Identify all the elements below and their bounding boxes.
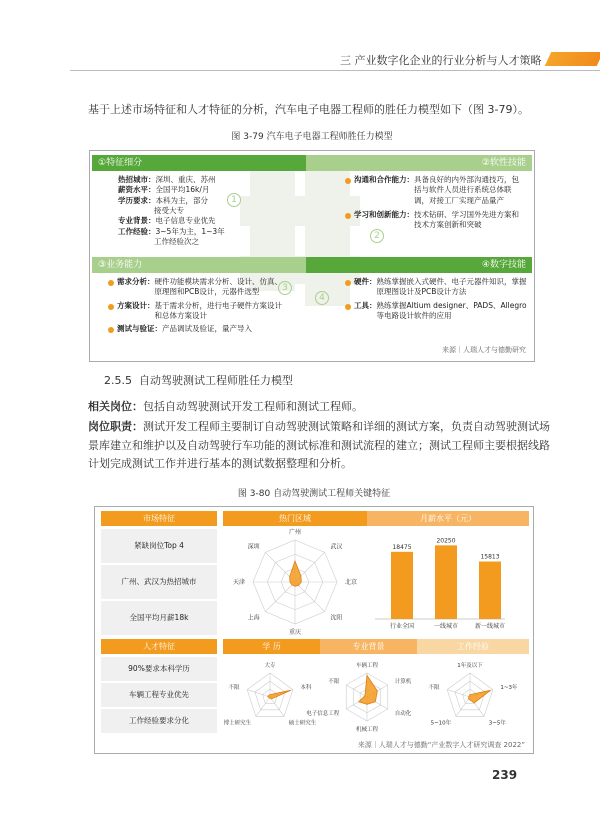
page-number: 239 bbox=[492, 768, 518, 782]
bullet-icon bbox=[108, 280, 114, 286]
intro-paragraph: 基于上述市场特征和人才特征的分析，汽车电子电器工程师的胜任力模型如下（图 3-79）。 bbox=[88, 103, 529, 116]
header-divider bbox=[70, 70, 600, 71]
education-radar-axis-label: 不限 bbox=[228, 684, 240, 691]
salary-category-label: 行业全国 bbox=[389, 623, 415, 630]
major-radar-axis-label: 机械工程 bbox=[355, 726, 379, 733]
salary-value-label: 18475 bbox=[392, 543, 412, 551]
figure-2-caption-wrap bbox=[94, 486, 534, 499]
q3-content bbox=[108, 277, 283, 335]
figure-2-caption: 图 3-80 自动驾驶测试工程师关键特征 bbox=[237, 489, 391, 499]
region-radar-axis-label: 上海 bbox=[247, 614, 260, 622]
salary-bar bbox=[479, 561, 501, 619]
q2-item: 沟通和合作能力： 具备良好的内外部沟通技巧，包括与软件人员进行系统总体联调，对接工厂实现产品量产 bbox=[345, 175, 525, 206]
salary-bar bbox=[391, 552, 413, 619]
education-radar-spoke bbox=[247, 690, 270, 697]
region-radar-axis-label: 广州 bbox=[288, 529, 302, 536]
q3-item: 测试与验证： 产品调试及验证，量产导入 bbox=[108, 324, 283, 334]
experience-radar-axis-label: 1~3年 bbox=[500, 684, 518, 691]
experience-radar-spoke bbox=[456, 697, 470, 716]
region-radar-axis-label: 天津 bbox=[232, 579, 245, 586]
experience-radar-spoke bbox=[447, 690, 470, 697]
major-radar-data-area bbox=[359, 675, 378, 704]
section-title: 自动驾驶测试工程师胜任力模型 bbox=[139, 374, 293, 387]
market-item: 紧缺岗位Top 4 bbox=[101, 529, 217, 563]
section-number: 2.5.5 bbox=[104, 374, 132, 387]
para2-label: 岗位职责： bbox=[88, 420, 143, 433]
q4-item: 硬件： 熟练掌握嵌入式硬件、电子元器件知识，掌握原理图设计及PCB设计方法 bbox=[345, 277, 527, 298]
figure-2-source: 来源｜人瑞人才与德勤“产业数字人才研究调查 2022” bbox=[357, 741, 525, 749]
region-radar-spoke bbox=[295, 582, 325, 612]
tab-talent-features: 人才特征 bbox=[101, 639, 217, 654]
q3-band: ③业务能力 bbox=[92, 257, 306, 273]
chapter-header: 三 产业数字化企业的行业分析与人才策略 bbox=[340, 54, 542, 67]
tab-experience: 工作经验 bbox=[417, 639, 529, 654]
competency-model-figure bbox=[89, 150, 535, 362]
para1-text: 包括自动驾驶测试开发工程师和测试工程师。 bbox=[143, 400, 363, 413]
region-radar-axis-label: 深圳 bbox=[247, 543, 260, 551]
q4-band: ④数字技能 bbox=[306, 257, 532, 273]
para2-text: 测试开发工程师主要制订自动驾驶测试策略和详细的测试方案，负责自动驾驶测试场景库建立和维护以及自动驾驶行车功能的测试标准和测试流程的建立；测试工程师主要根据线路计划完成测试工作并进行基本的测试数据整理和分析。 bbox=[88, 420, 550, 471]
education-radar-axis-label: 本科 bbox=[300, 684, 312, 691]
q1-line: 工作经验次之 bbox=[154, 237, 199, 247]
bullet-icon bbox=[345, 304, 351, 310]
para1-label: 相关岗位： bbox=[88, 400, 143, 413]
q2-band: ②软性技能 bbox=[306, 155, 532, 171]
talent-item: 90%要求本科学历 bbox=[101, 657, 217, 681]
q2-item: 学习和创新能力： 技术钻研、学习国外先进方案和技术方案创新和突破 bbox=[345, 210, 525, 231]
major-radar-axis-label: 电子信息工程 bbox=[306, 710, 340, 717]
tab-monthly-salary: 月薪水平（元） bbox=[367, 511, 529, 526]
q4-item: 工具： 熟练掌握Altium designer、PADS、Allegro等电路设计软件的应用 bbox=[345, 301, 527, 322]
market-item: 广州、武汉为热招城市 bbox=[101, 565, 217, 599]
q1-line: 薪资水平：全国平均16k/月 bbox=[118, 185, 210, 195]
related-positions-paragraph bbox=[88, 398, 558, 417]
bullet-icon bbox=[345, 213, 351, 219]
talent-item: 车辆工程专业优先 bbox=[101, 683, 217, 707]
salary-category-label: 新一线城市 bbox=[474, 623, 506, 630]
experience-radar-axis-label: 3~5年 bbox=[488, 720, 506, 727]
region-radar-axis-label: 武汉 bbox=[330, 543, 343, 551]
talent-item: 工作经验要求分化 bbox=[101, 709, 217, 733]
education-radar-axis-label: 硕士研究生 bbox=[288, 720, 317, 727]
tab-education: 学 历 bbox=[223, 639, 320, 654]
bullet-icon bbox=[345, 178, 351, 184]
experience-radar-data-area bbox=[469, 690, 491, 702]
salary-value-label: 15813 bbox=[480, 553, 500, 561]
education-radar-axis-label: 博士研究生 bbox=[223, 720, 252, 727]
circle-number-3-icon: 3 bbox=[278, 281, 292, 295]
circle-number-4-icon: 4 bbox=[315, 291, 329, 305]
education-radar-data-area bbox=[268, 690, 291, 699]
bullet-icon bbox=[345, 280, 351, 286]
region-radar-spoke bbox=[265, 582, 295, 612]
q1-line: 接受大专 bbox=[154, 206, 184, 216]
q1-line: 工作经验：3~5年为主，1~3年 bbox=[118, 226, 225, 236]
education-radar-axis-label: 大专 bbox=[264, 662, 276, 669]
salary-bar bbox=[435, 545, 457, 619]
market-item: 全国平均月薪18k bbox=[101, 601, 217, 635]
q4-content bbox=[345, 277, 527, 321]
tab-major: 专业背景 bbox=[320, 639, 417, 654]
experience-radar-axis-label: 5~10年 bbox=[430, 720, 452, 727]
q3-item: 需求分析： 硬件功能模块需求分析、设计、仿真、原理图和PCB设计，元器件选型 bbox=[108, 277, 283, 298]
figure-1-caption-wrap bbox=[89, 129, 535, 142]
major-radar-axis-label: 不限 bbox=[328, 678, 340, 685]
region-radar-axis-label: 沈阳 bbox=[330, 614, 343, 622]
major-radar-axis-label: 自动化 bbox=[394, 710, 412, 717]
bullet-icon bbox=[108, 327, 114, 333]
circle-number-1-icon: 1 bbox=[227, 193, 241, 207]
header-accent-bar bbox=[545, 52, 600, 66]
education-radar-spoke bbox=[256, 697, 270, 716]
responsibilities-paragraph bbox=[88, 418, 558, 474]
salary-category-label: 一线城市 bbox=[433, 623, 459, 630]
region-radar-axis-label: 北京 bbox=[345, 579, 358, 586]
region-radar-axis-label: 重庆 bbox=[288, 629, 302, 636]
q1-content bbox=[118, 175, 278, 247]
major-radar-axis-label: 计算机 bbox=[394, 678, 412, 685]
q1-band: ①特征细分 bbox=[92, 155, 306, 171]
key-features-figure bbox=[94, 506, 534, 754]
experience-radar-axis-label: 1年及以下 bbox=[457, 662, 483, 669]
fig2-charts bbox=[95, 507, 535, 755]
q3-item: 方案设计： 基于需求分析，进行电子硬件方案设计和总体方案设计 bbox=[108, 301, 283, 322]
figure-1-source: 来源｜人瑞人才与德勤研究 bbox=[442, 346, 526, 354]
experience-radar-axis-label: 不限 bbox=[428, 684, 440, 691]
education-radar-spoke bbox=[270, 697, 284, 716]
bullet-icon bbox=[108, 304, 114, 310]
q1-line: 热招城市：深圳、重庆、苏州 bbox=[118, 175, 216, 184]
figure-1-caption: 图 3-79 汽车电子电器工程师胜任力模型 bbox=[231, 132, 393, 142]
tab-hot-regions: 热门区域 bbox=[223, 511, 367, 526]
region-radar-data-area bbox=[290, 561, 302, 586]
major-radar-axis-label: 车辆工程 bbox=[355, 662, 379, 669]
q2-content bbox=[345, 175, 525, 231]
q1-line: 专业背景：电子信息专业优先 bbox=[118, 216, 216, 226]
q1-line: 学历要求：本科为主，部分 bbox=[118, 195, 208, 205]
tab-market-features: 市场特征 bbox=[101, 511, 217, 526]
salary-value-label: 20250 bbox=[436, 537, 456, 545]
circle-number-2-icon: 2 bbox=[370, 229, 384, 243]
section-heading bbox=[104, 372, 293, 388]
